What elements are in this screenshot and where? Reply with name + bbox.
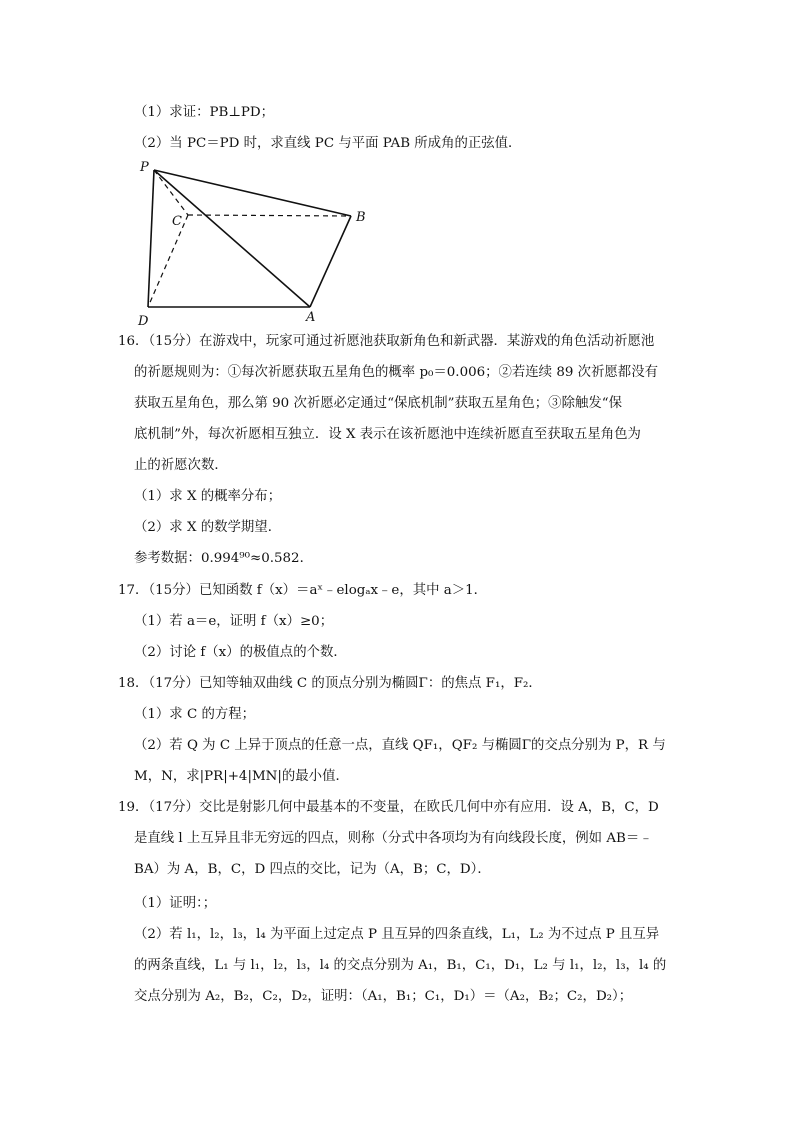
q18-stem: 18．（17分）已知等轴双曲线 C 的顶点分别为椭圆Γ：的焦点 F₁，F₂．	[118, 676, 542, 691]
q19-part2-line-1: （2）若 l₁，l₂，l₃，l₄ 为平面上过定点 P 且互异的四条直线，L₁，L₂ 为不过点 P 且互异	[134, 927, 660, 942]
edge-CB	[188, 215, 351, 216]
q16-line-5: 止的祈愿次数．	[134, 458, 228, 473]
edge-PA	[154, 170, 310, 307]
pyramid-figure	[130, 155, 380, 330]
q19-part1: （1）证明：；	[134, 896, 217, 911]
q19-line-2: 是直线 l 上互异且非无穷远的四点，则称（分式中各项均为有向线段长度，例如 AB＝﹣	[134, 831, 653, 846]
q16-part2: （2）求 X 的数学期望．	[134, 520, 282, 535]
q16-line-3: 获取五星角色，那么第 90 次祈愿必定通过“保底机制”获取五星角色；③除触发“保	[134, 396, 622, 411]
q16-line-1: 16．（15分）在游戏中，玩家可通过祈愿池获取新角色和新武器．某游戏的角色活动祈愿池	[118, 334, 655, 349]
q19-line-1: 19．（17分）交比是射影几何中最基本的不变量，在欧氏几何中亦有应用．设 A，B，C，D	[118, 800, 659, 815]
label-P: P	[140, 160, 149, 175]
q19-part2-line-2: 的两条直线，L₁ 与 l₁，l₂，l₃，l₄ 的交点分别为 A₁，B₁，C₁，D₁，L₂ 与 l₁，l₂，l₃，l₄ 的	[134, 958, 667, 973]
edge-PD	[148, 170, 154, 307]
q17-part1: （1）若 a＝e，证明 f（x）≥0；	[134, 614, 334, 629]
label-C: C	[172, 214, 182, 229]
q17-part2: （2）讨论 f（x）的极值点的个数．	[134, 645, 347, 660]
edge-AB	[310, 216, 351, 307]
label-A: A	[306, 310, 316, 325]
label-B: B	[356, 210, 366, 225]
q18-part2-line-2: M，N，求|PR|+4|MN|的最小值．	[134, 769, 349, 784]
q19-part2-line-3: 交点分别为 A₂，B₂，C₂，D₂，证明：（A₁，B₁；C₁，D₁）＝（A₂，B₂；C₂，D₂）；	[134, 989, 633, 1004]
q19-line-3: BA）为 A，B，C，D 四点的交比，记为（A，B；C，D）．	[134, 862, 491, 877]
label-D: D	[138, 314, 149, 329]
q16-line-2: 的祈愿规则为：①每次祈愿获取五星角色的概率 p₀＝0.006；②若连续 89 次祈愿都没有	[134, 365, 658, 380]
q16-ref-data: 参考数据：0.994⁹⁰≈0.582．	[134, 551, 313, 566]
q17-stem: 17．（15分）已知函数 f（x）＝aˣ﹣elogₐx﹣e，其中 a＞1．	[118, 583, 488, 598]
q15-part1: （1）求证：PB⊥PD；	[134, 105, 275, 120]
q16-part1: （1）求 X 的概率分布；	[134, 489, 282, 504]
q18-part2-line-1: （2）若 Q 为 C 上异于顶点的任意一点，直线 QF₁，QF₂ 与椭圆Γ的交点分别为 P，R 与	[134, 738, 666, 753]
q15-part2: （2）当 PC＝PD 时，求直线 PC 与平面 PAB 所成角的正弦值．	[134, 136, 522, 151]
q18-part1: （1）求 C 的方程；	[134, 707, 256, 722]
edge-CD	[148, 215, 188, 307]
q16-line-4: 底机制”外，每次祈愿相互独立．设 X 表示在该祈愿池中连续祈愿直至获取五星角色为	[134, 427, 641, 442]
